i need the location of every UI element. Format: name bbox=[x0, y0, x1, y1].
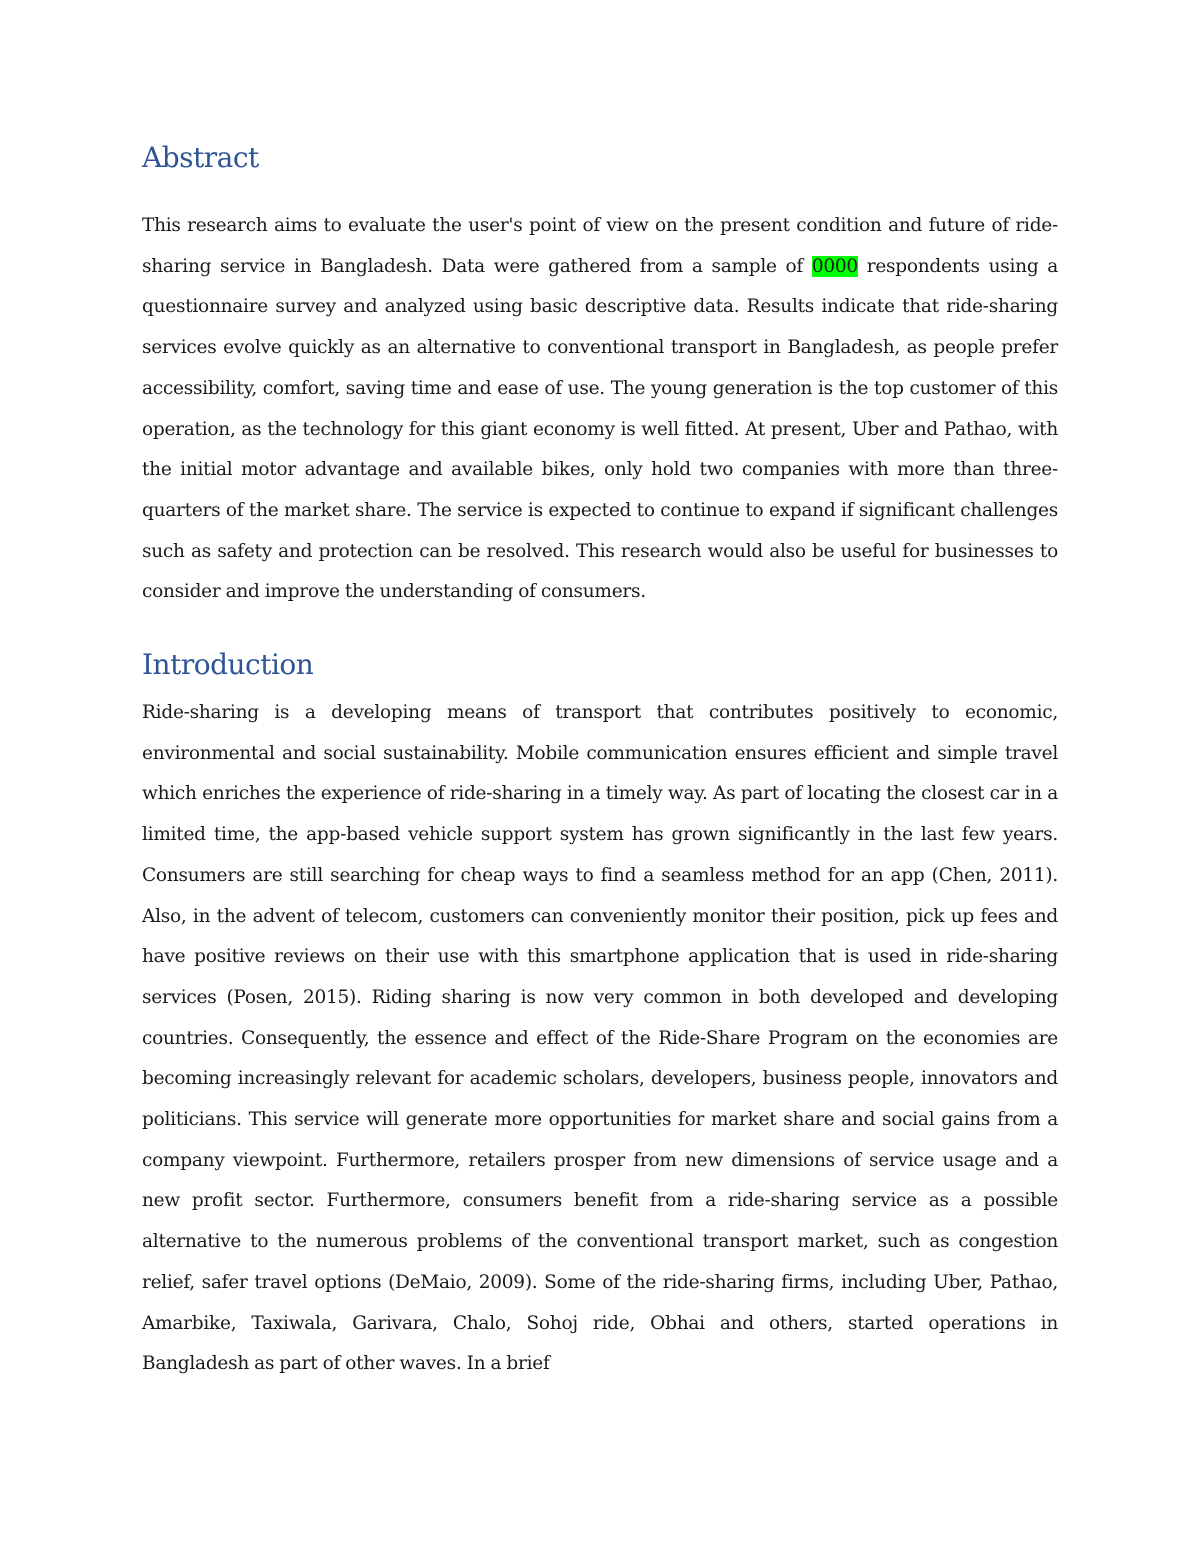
document-page bbox=[142, 138, 1058, 1385]
abstract-heading: Abstract bbox=[142, 141, 259, 174]
abstract-text-before: This research aims to evaluate the user's point of view on the present condition and future of ride-sharing service in Bangladesh. Data were gathered from a sample of bbox=[142, 215, 1058, 277]
abstract-text-after: respondents using a questionnaire survey and analyzed using basic descriptive data. Results indicate that ride-sharing services evolve quickly as an alternative to conventional transport in Bangladesh, as people prefer accessibility, comfort, saving time and ease of use. The young generation is the top customer of this operation, as the technology for this giant economy is well fitted. At present, Uber and Pathao, with the initial motor advantage and available bikes, only hold two companies with more than three-quarters of the market share. The service is expected to continue to expand if significant challenges such as safety and protection can be resolved. This research would also be useful for businesses to consider and improve the understanding of consumers. bbox=[142, 255, 1058, 603]
introduction-paragraph: Ride-sharing is a developing means of transport that contributes positively to economic, environmental and social sustainability. Mobile communication ensures efficient and simple travel which enriches the experience of ride-sharing in a timely way. As part of locating the closest car in a limited time, the app-based vehicle support system has grown significantly in the last few years. Consumers are still searching for cheap ways to find a seamless method for an app (Chen, 2011). Also, in the advent of telecom, customers can conveniently monitor their position, pick up fees and have positive reviews on their use with this smartphone application that is used in ride-sharing services (Posen, 2015). Riding sharing is now very common in both developed and developing countries. Consequently, the essence and effect of the Ride-Share Program on the economies are becoming increasingly relevant for academic scholars, developers, business people, innovators and politicians. This service will generate more opportunities for market share and social gains from a company viewpoint. Furthermore, retailers prosper from new dimensions of service usage and a new profit sector. Furthermore, consumers benefit from a ride-sharing service as a possible alternative to the numerous problems of the conventional transport market, such as congestion relief, safer travel options (DeMaio, 2009). Some of the ride-sharing firms, including Uber, Pathao, Amarbike, Taxiwala, Garivara, Chalo, Sohoj ride, Obhai and others, started operations in Bangladesh as part of other waves. In a brief bbox=[142, 702, 1058, 1375]
abstract-paragraph bbox=[142, 206, 1058, 613]
introduction-heading: Introduction bbox=[142, 648, 314, 682]
highlighted-sample-size: 0000 bbox=[811, 255, 858, 277]
